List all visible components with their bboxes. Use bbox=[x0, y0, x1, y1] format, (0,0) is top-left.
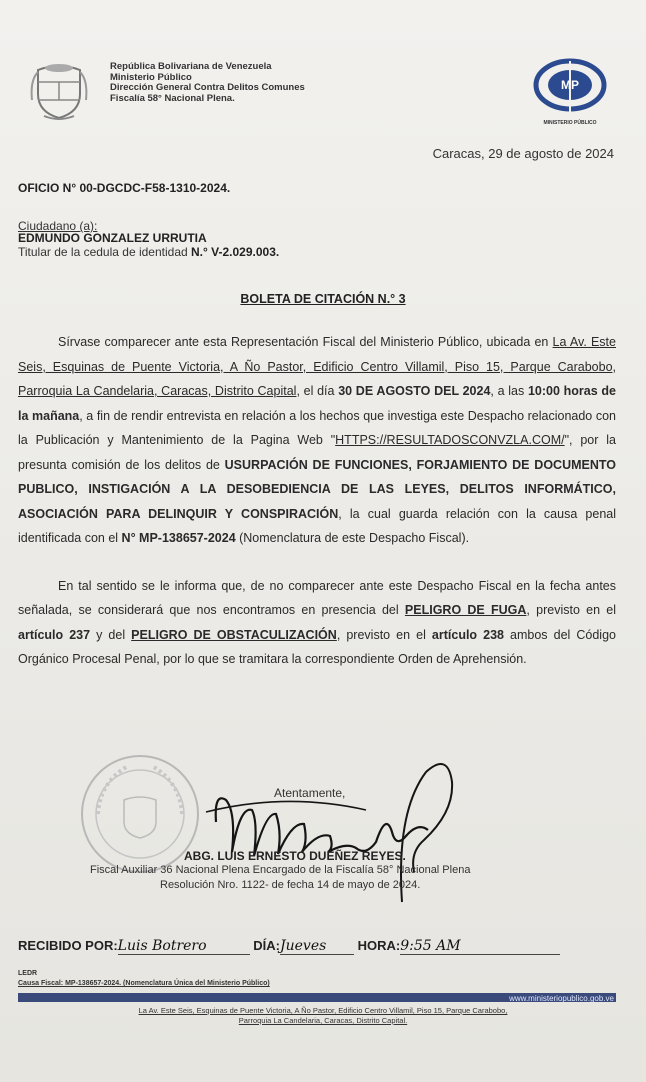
header-line-2: Ministerio Público bbox=[110, 71, 192, 83]
addressee-cedula bbox=[18, 245, 279, 259]
p1-text-6: , la cual guarda relación con la causa penal identificada con el bbox=[18, 506, 617, 545]
peligro-fuga: PELIGRO DE FUGA bbox=[404, 603, 527, 617]
p1-text-5: ", por la presunta comisión de los delitos de bbox=[18, 433, 616, 472]
p1-text-2: , el día bbox=[296, 384, 339, 398]
coat-of-arms-icon bbox=[30, 60, 88, 122]
office-address: La Av. Este Seis, Esquinas de Puente Victoria, A Ño Pastor, Edificio Centro Villamil, Piso 15, Parque Carabobo, Parroquia La Candelaria, Caracas, Distrito Capital bbox=[18, 335, 616, 398]
recibido-field bbox=[118, 938, 250, 955]
website-url: HTTPS://RESULTADOSCONVZLA.COM/ bbox=[335, 433, 565, 447]
dia-value: Jueves bbox=[280, 938, 327, 954]
header-line-3: Dirección General Contra Delitos Comunes bbox=[110, 82, 305, 93]
p1-text-7: (Nomenclatura de este Despacho Fiscal). bbox=[235, 531, 470, 545]
recibido-label: RECIBIDO POR: bbox=[18, 938, 118, 953]
p2-text-3: y del bbox=[90, 627, 132, 642]
signatory-role: Fiscal Auxiliar 36 Nacional Plena Encargado de la Fiscalía 58° Nacional Plena bbox=[90, 864, 471, 876]
hora-field bbox=[400, 938, 560, 955]
document-title: BOLETA DE CITACIÓN N.° 3 bbox=[240, 292, 406, 306]
p1-text-4: , a fin de rendir entrevista en relación a los hechos que investiga este Despacho relacionado con la Publicación y Mantenimiento de la Pagina Web " bbox=[18, 408, 616, 447]
crimes-list: USURPACIÓN DE FUNCIONES, FORJAMIENTO DE DOCUMENTO PUBLICO, INSTIGACIÓN A LA DESOBEDIENCIA DE LAS LEYES, DELITOS INFORMÁTICO, ASOCIACIÓN PARA DELINQUIR Y CONSPIRACIÓN bbox=[18, 457, 617, 521]
header-line-1: República Bolivariana de Venezuela bbox=[110, 61, 272, 72]
paragraph-warning bbox=[18, 574, 616, 672]
hora-value: 9:55 AM bbox=[400, 938, 461, 954]
p2-text-2: , previsto en el bbox=[526, 603, 617, 617]
footer-address-1: La Av. Este Seis, Esquinas de Puente Victoria, A Ño Pastor, Edificio Centro Villamil, Piso 15, Parque Carabobo, bbox=[138, 1006, 508, 1015]
p2-text-1: En tal sentido se le informa que, de no comparecer ante este Despacho Fiscal en la fecha antes señalada, se considerará que nos encontramos en presencia del bbox=[18, 578, 616, 617]
logo-initials: MP bbox=[561, 78, 579, 92]
footer-website: www.ministeriopublico.gob.ve bbox=[509, 994, 614, 1003]
cedula-prefix: Titular de la cedula de identidad bbox=[18, 245, 192, 259]
footer-address-2: Parroquia La Candelaria, Caracas, Distrito Capital. bbox=[238, 1016, 408, 1025]
hora-label: HORA: bbox=[357, 938, 401, 953]
p1-text-3: , a las bbox=[490, 384, 528, 398]
p2-text-4: , previsto en el bbox=[336, 627, 432, 642]
footer-causa: Causa Fiscal: MP-138657-2024. (Nomenclatura Única del Ministerio Público) bbox=[18, 980, 270, 987]
recibido-value: Luis Botrero bbox=[117, 938, 207, 954]
ministerio-publico-logo bbox=[528, 58, 612, 128]
p1-text-1: Sírvase comparecer ante esta Representación Fiscal del Ministerio Público, ubicada en bbox=[58, 335, 553, 349]
dia-label: DÍA: bbox=[253, 938, 281, 953]
logo-caption: MINISTERIO PÚBLICO bbox=[543, 120, 597, 126]
oficio-number: OFICIO N° 00-DGCDC-F58-1310-2024. bbox=[18, 181, 231, 195]
receipt-line bbox=[18, 938, 560, 955]
closing: Atentamente, bbox=[274, 786, 346, 800]
cedula-value: N.° V-2.029.003. bbox=[191, 245, 280, 259]
signatory-resolution: Resolución Nro. 1122- de fecha 14 de mayo de 2024. bbox=[160, 879, 421, 891]
footer-initials: LEDR bbox=[18, 970, 38, 977]
p2-text-5: ambos del Código Orgánico Procesal Penal, por lo que se tramitara la correspondiente Orden de Aprehensión. bbox=[18, 627, 616, 666]
header-line-4: Fiscalía 58° Nacional Plena. bbox=[110, 92, 235, 104]
institution-header bbox=[110, 62, 305, 104]
paragraph-citation bbox=[18, 330, 616, 551]
addressee-name: EDMUNDO GONZALEZ URRUTIA bbox=[18, 231, 207, 245]
addressee-label: Ciudadano (a): bbox=[18, 219, 98, 233]
document-body bbox=[18, 330, 616, 672]
dia-field bbox=[280, 938, 354, 955]
appointment-date: 30 DE AGOSTO DEL 2024 bbox=[338, 384, 491, 398]
appointment-time: 10:00 horas de la mañana bbox=[18, 384, 616, 423]
peligro-obstaculizacion: PELIGRO DE OBSTACULIZACIÓN bbox=[131, 627, 337, 642]
document-date: Caracas, 29 de agosto de 2024 bbox=[432, 146, 614, 161]
article-238: artículo 238 bbox=[431, 627, 504, 642]
case-number: N° MP-138657-2024 bbox=[121, 531, 236, 545]
article-237: artículo 237 bbox=[18, 627, 91, 642]
signatory-name: ABG. LUIS ERNESTO DUEÑEZ REYES. bbox=[184, 849, 406, 863]
